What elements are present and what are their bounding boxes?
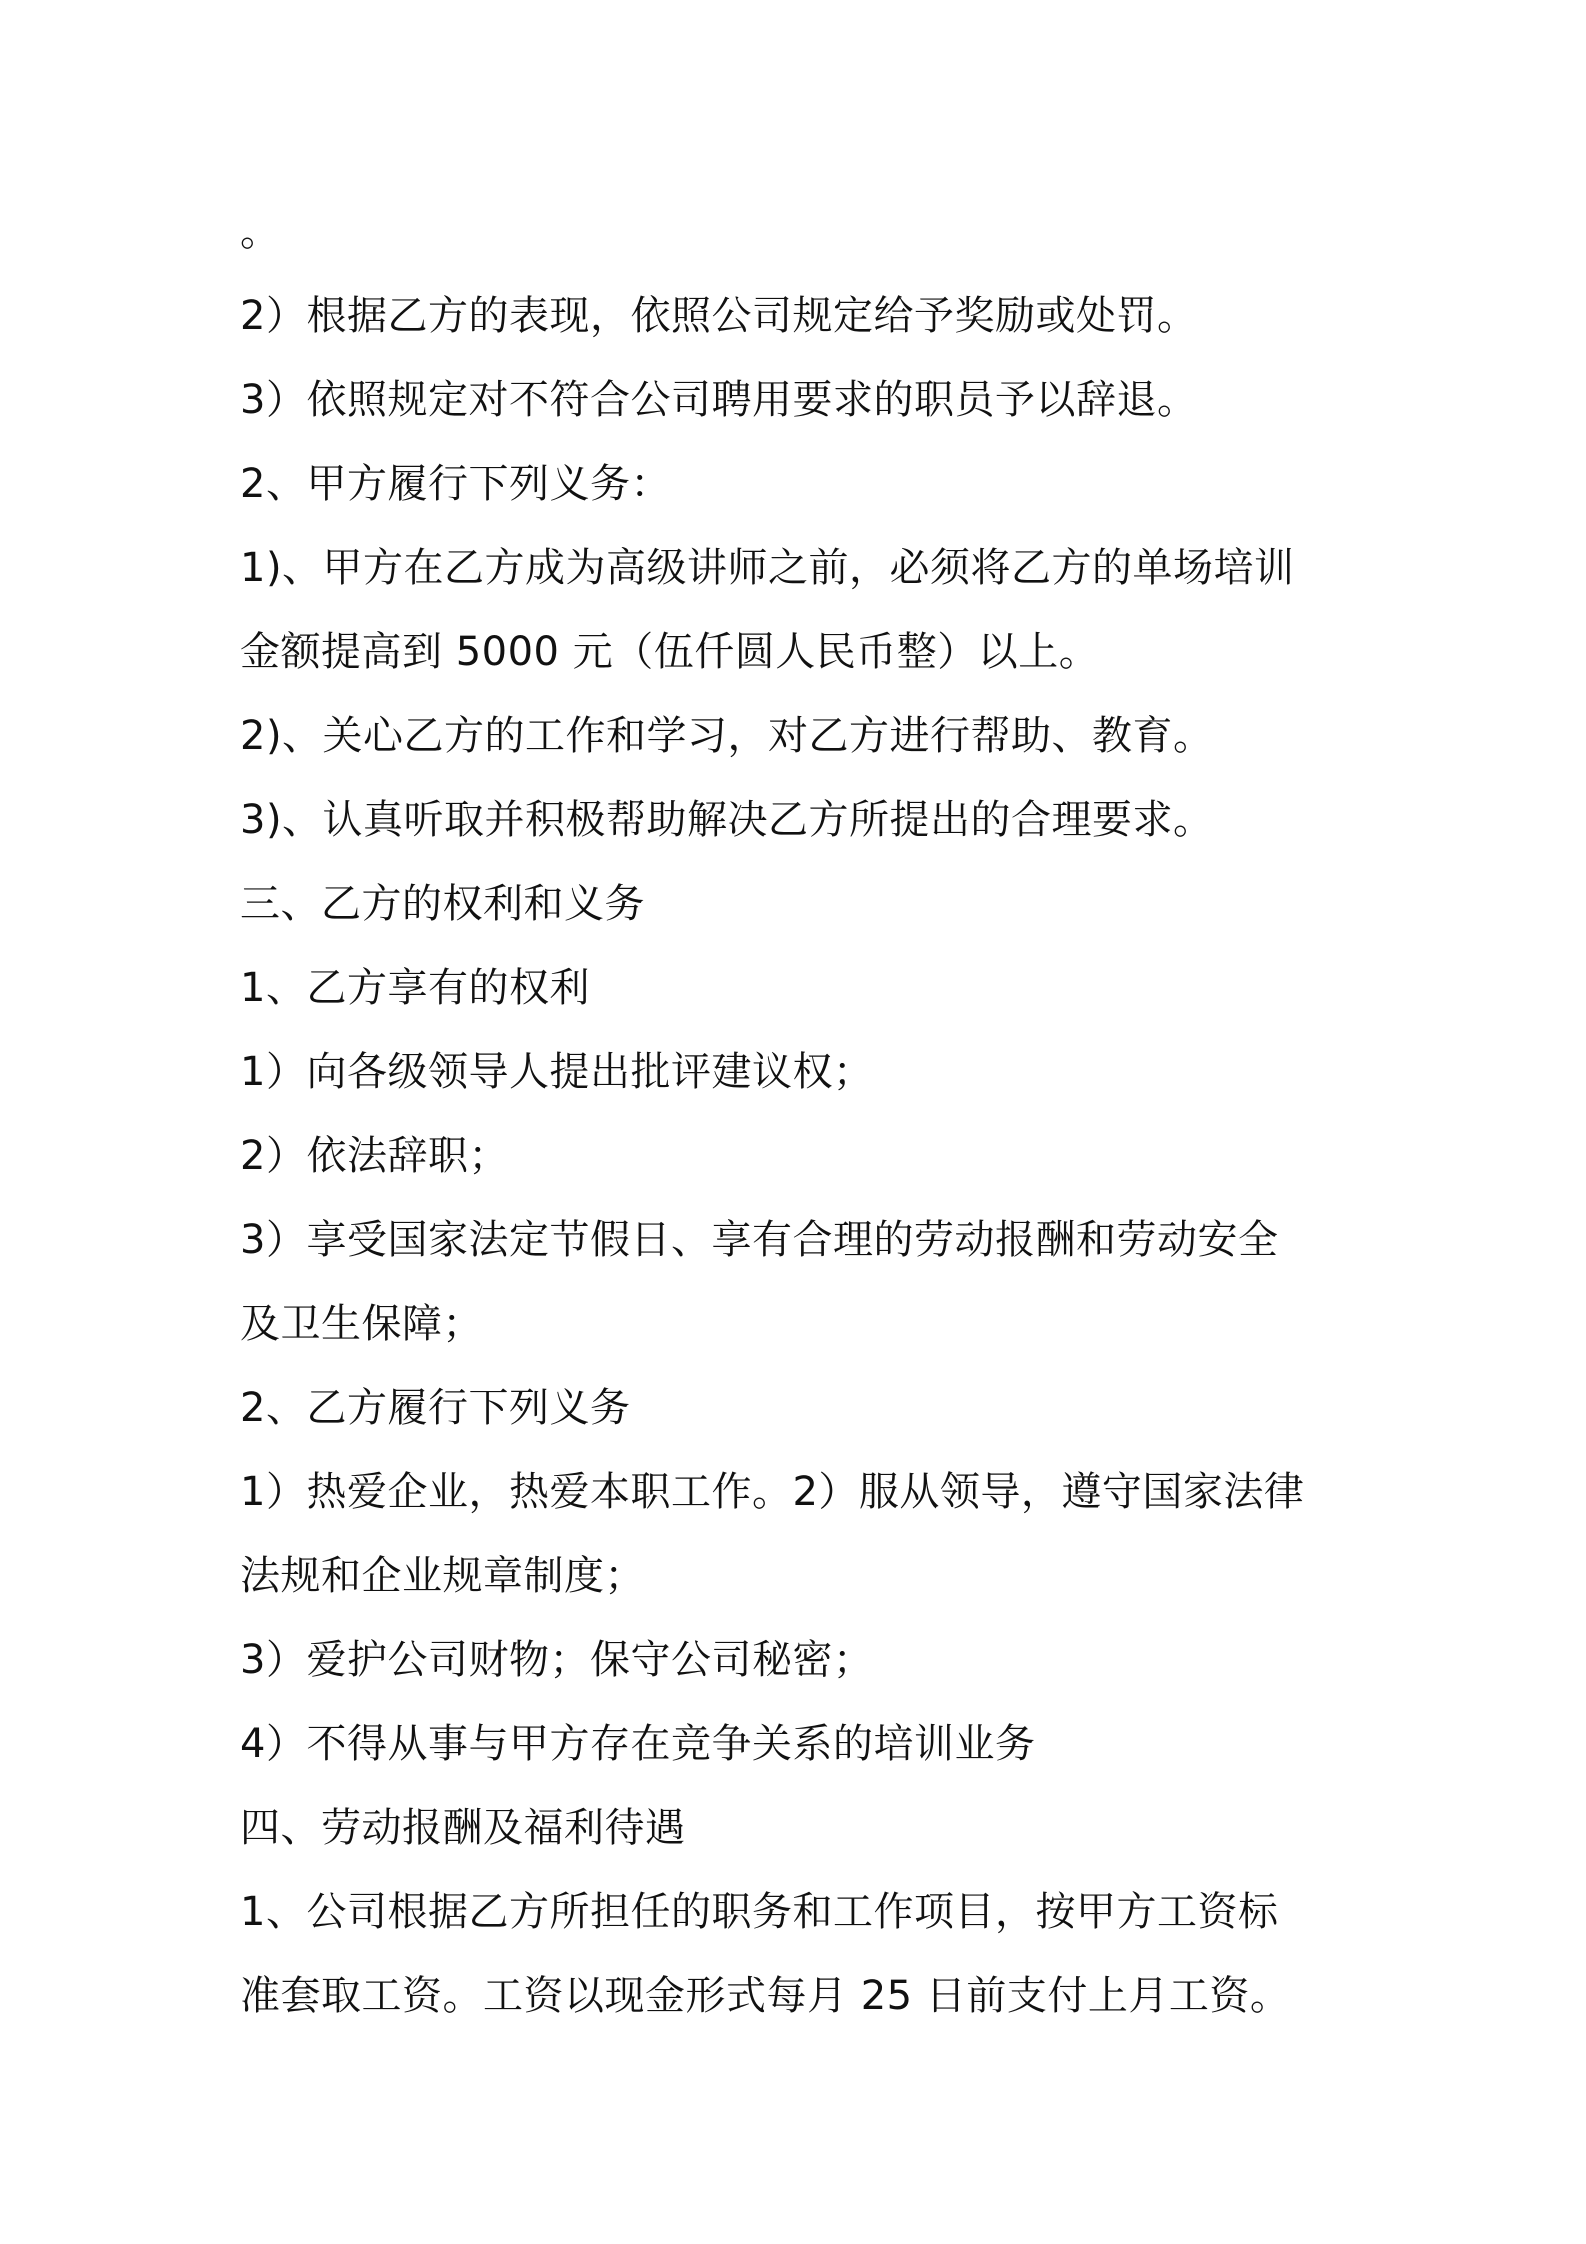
text-line: 。 bbox=[240, 209, 281, 255]
text-line: 法规和企业规章制度； bbox=[240, 1553, 645, 1599]
text-line: 金额提高到 5000 元（伍仟圆人民币整）以上。 bbox=[240, 629, 1100, 675]
text-line: 2)、关心乙方的工作和学习，对乙方进行帮助、教育。 bbox=[240, 713, 1214, 759]
text-line: 1）热爱企业，热爱本职工作。2）服从领导，遵守国家法律 bbox=[240, 1469, 1305, 1515]
text-line: 3)、认真听取并积极帮助解决乙方所提出的合理要求。 bbox=[240, 797, 1214, 843]
text-line: 准套取工资。工资以现金形式每月 25 日前支付上月工资。 bbox=[240, 1973, 1291, 2019]
section-heading: 2、甲方履行下列义务： bbox=[240, 461, 671, 507]
section-heading: 1、乙方享有的权利 bbox=[240, 965, 590, 1011]
text-line: 2）根据乙方的表现，依照公司规定给予奖励或处罚。 bbox=[240, 293, 1198, 339]
text-line: 1、公司根据乙方所担任的职务和工作项目，按甲方工资标 bbox=[240, 1889, 1279, 1935]
text-line: 1)、甲方在乙方成为高级讲师之前，必须将乙方的单场培训 bbox=[240, 545, 1295, 591]
section-heading: 2、乙方履行下列义务 bbox=[240, 1385, 631, 1431]
section-heading: 四、劳动报酬及福利待遇 bbox=[240, 1805, 686, 1851]
text-line: 2）依法辞职； bbox=[240, 1133, 509, 1179]
text-line: 3）享受国家法定节假日、享有合理的劳动报酬和劳动安全 bbox=[240, 1217, 1279, 1263]
text-line: 及卫生保障； bbox=[240, 1301, 483, 1347]
text-line: 3）爱护公司财物；保守公司秘密； bbox=[240, 1637, 874, 1683]
text-line: 1）向各级领导人提出批评建议权； bbox=[240, 1049, 874, 1095]
text-line: 3）依照规定对不符合公司聘用要求的职员予以辞退。 bbox=[240, 377, 1198, 423]
section-heading: 三、乙方的权利和义务 bbox=[240, 881, 645, 927]
text-line: 4）不得从事与甲方存在竞争关系的培训业务 bbox=[240, 1721, 1036, 1767]
